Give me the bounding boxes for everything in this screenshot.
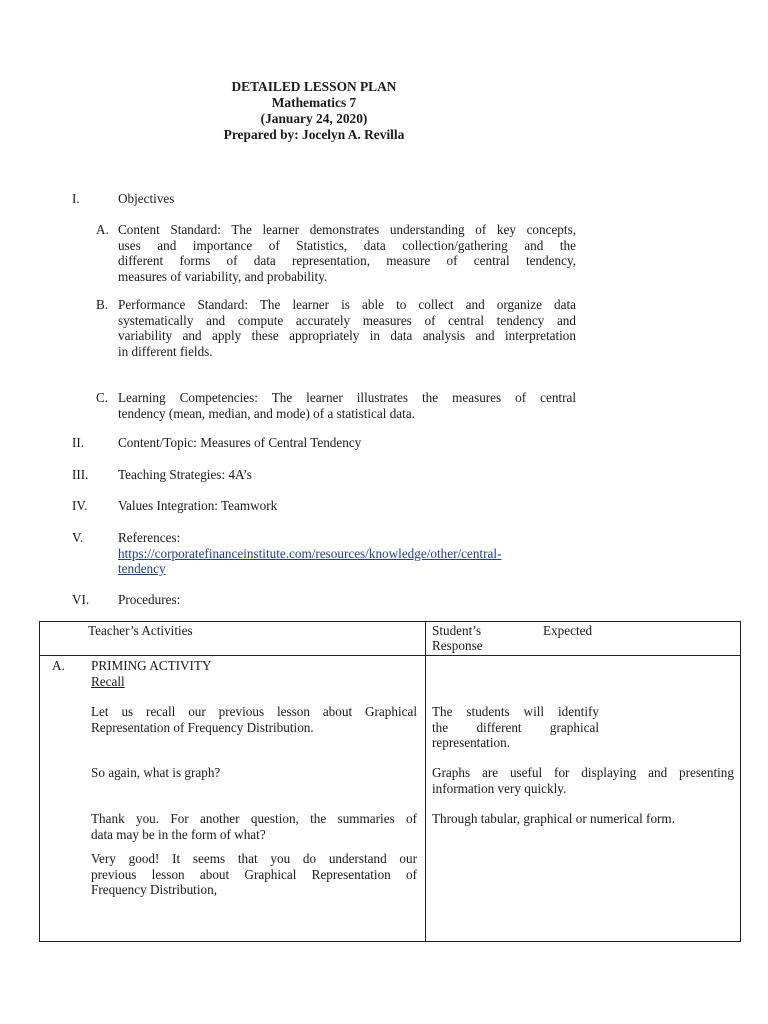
- header-student-response: [426, 622, 741, 656]
- text-line: uses and importance of Statistics, data collection/gathering and the: [118, 237, 576, 253]
- teacher-activity-2: [91, 765, 417, 781]
- priming-title: PRIMING ACTIVITY: [91, 658, 212, 673]
- objective-label-a: A.: [96, 222, 109, 237]
- section-procedures: Procedures:: [118, 592, 181, 607]
- teacher-activity-1: [91, 704, 417, 735]
- teacher-activity-3: [91, 811, 417, 842]
- text-line: Learning Competencies: The learner illustrates the measures of central: [118, 390, 576, 405]
- student-response-1: [432, 704, 599, 751]
- text-line: tendency (mean, median, and mode) of a statistical data.: [118, 405, 415, 421]
- document-header: [0, 79, 628, 143]
- table-header-row: [40, 622, 741, 656]
- section-teaching-strategies: Teaching Strategies: 4A’s: [118, 467, 252, 482]
- table-row: [40, 656, 741, 942]
- text-line: Let us recall our previous lesson about Graphical: [91, 704, 417, 719]
- header-student-label-3: Response: [432, 638, 483, 653]
- text-line: measures of variability, and probability.: [118, 268, 328, 284]
- header-teacher-activities: [40, 622, 426, 656]
- text-line: Graphs are useful for displaying and presenting: [432, 765, 734, 780]
- section-numeral-4: IV.: [72, 498, 88, 513]
- student-response-3: [432, 811, 734, 827]
- procedures-table: [39, 621, 741, 942]
- text-line: Thank you. For another question, the summaries of: [91, 811, 417, 826]
- student-response-2: [432, 765, 734, 796]
- text-line: Through tabular, graphical or numerical form.: [432, 811, 675, 826]
- priming-subtitle: Recall: [91, 674, 125, 689]
- document-subject: Mathematics 7: [271, 95, 357, 110]
- text-line: previous lesson about Graphical Representation of: [91, 866, 417, 882]
- objective-learning-competencies: [118, 390, 576, 421]
- text-line: systematically and compute accurately measures of central tendency and: [118, 312, 576, 328]
- section-numeral-5: V.: [72, 530, 84, 545]
- section-numeral-3: III.: [72, 467, 89, 482]
- objective-content-standard: [118, 222, 576, 284]
- objective-performance-standard: [118, 297, 576, 359]
- text-line: in different fields.: [118, 343, 213, 359]
- text-line: representation.: [432, 735, 510, 750]
- section-numeral-1: I.: [72, 191, 80, 206]
- text-line: So again, what is graph?: [91, 765, 221, 780]
- text-line: Content Standard: The learner demonstrates understanding of key concepts,: [118, 222, 576, 237]
- text-line: Representation of Frequency Distribution.: [91, 719, 314, 735]
- reference-link[interactable]: https://corporatefinanceinstitute.com/resources/knowledge/other/central-: [118, 545, 502, 561]
- header-teacher-label: Teacher’s Activities: [88, 623, 193, 638]
- references-heading: References:: [118, 530, 181, 545]
- text-line: information very quickly.: [432, 780, 567, 796]
- header-student-label-1: Student’s: [432, 623, 482, 638]
- text-line: data may be in the form of what?: [91, 826, 266, 842]
- text-line: variability and apply these appropriately in data analysis and interpretation: [118, 328, 576, 343]
- section-objectives-heading: Objectives: [118, 191, 175, 206]
- text-line: the different graphical: [432, 719, 599, 735]
- text-line: Very good! It seems that you do understand our: [91, 851, 417, 866]
- section-values-integration: Values Integration: Teamwork: [118, 498, 278, 513]
- text-line: The students will identify: [432, 704, 599, 719]
- text-line: different forms of data representation, measure of central tendency,: [118, 253, 576, 268]
- priming-label: A.: [52, 658, 65, 673]
- document-title: DETAILED LESSON PLAN: [231, 79, 397, 94]
- text-line: Frequency Distribution,: [91, 882, 217, 897]
- objective-label-b: B.: [96, 297, 109, 312]
- document-author: Prepared by: Jocelyn A. Revilla: [223, 127, 405, 142]
- teacher-activities-cell: [40, 656, 426, 942]
- section-content-topic: Content/Topic: Measures of Central Tendency: [118, 435, 362, 450]
- teacher-activity-4: [91, 851, 417, 898]
- objective-label-c: C.: [96, 390, 109, 405]
- student-response-cell: [426, 656, 741, 942]
- document-date: (January 24, 2020): [260, 111, 368, 126]
- reference-link-continued[interactable]: tendency: [118, 561, 166, 576]
- section-numeral-2: II.: [72, 435, 85, 450]
- header-student-label-2: Expected: [543, 623, 593, 638]
- section-numeral-6: VI.: [72, 592, 90, 607]
- text-line: Performance Standard: The learner is able to collect and organize data: [118, 297, 576, 312]
- section-references: [118, 530, 501, 577]
